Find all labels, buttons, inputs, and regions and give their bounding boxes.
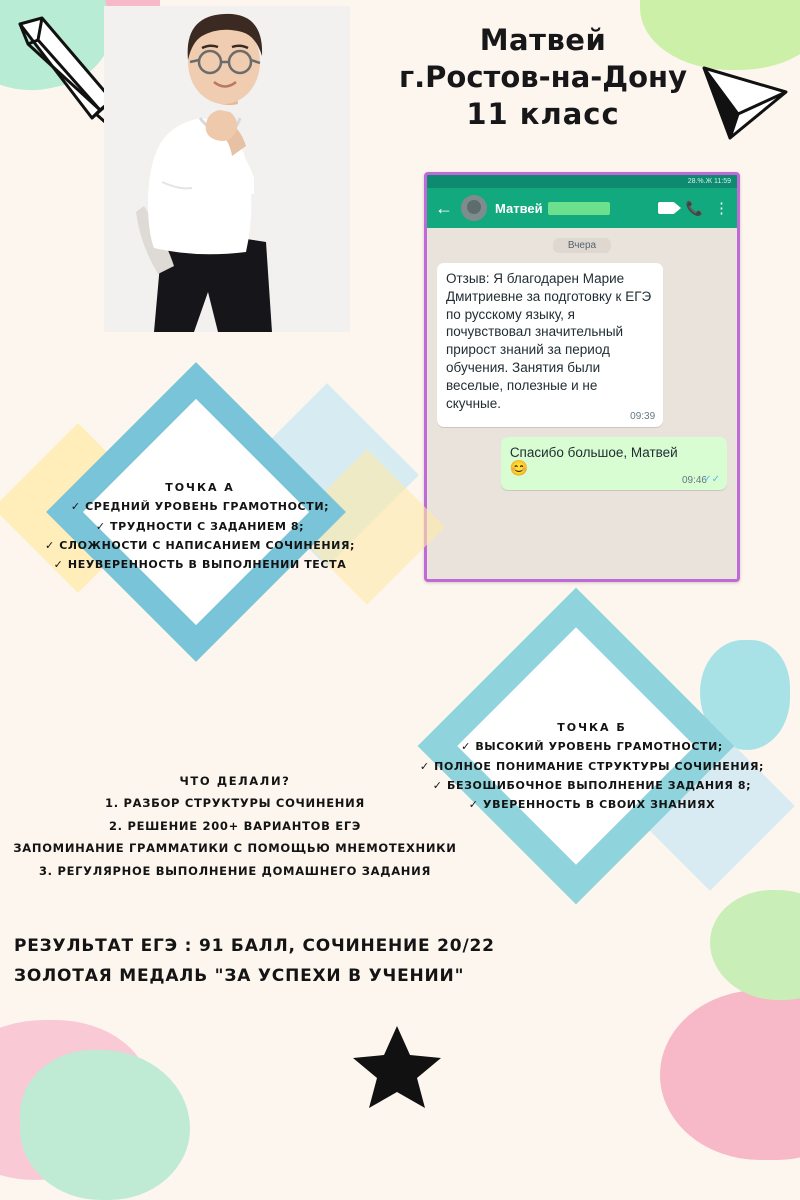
what-did-item: ЗАПОМИНАНИЕ ГРАММАТИКИ С ПОМОЩЬЮ МНЕМОТЕХНИКИ bbox=[13, 841, 457, 856]
result-line-exam: РЕЗУЛЬТАТ ЕГЭ : 91 БАЛЛ, СОЧИНЕНИЕ 20/22 bbox=[14, 936, 495, 956]
video-call-icon[interactable] bbox=[658, 202, 675, 214]
message-text: Спасибо большое, Матвей bbox=[509, 444, 678, 460]
phone-icon[interactable]: 📞 bbox=[685, 199, 703, 216]
status-right: 28.%.Ж 11:59 bbox=[687, 178, 731, 185]
what-did-item: 2. РЕШЕНИЕ 200+ ВАРИАНТОВ ЕГЭ bbox=[108, 818, 362, 833]
student-photo bbox=[104, 6, 350, 332]
whatsapp-screenshot bbox=[424, 172, 740, 582]
message-time: 09:39 bbox=[630, 411, 656, 423]
point-a-item: ✓ ТРУДНОСТИ С ЗАДАНИЕМ 8; bbox=[95, 519, 305, 533]
avatar[interactable] bbox=[461, 195, 487, 221]
more-vertical-icon[interactable]: ⋮ bbox=[714, 199, 729, 217]
point-a-title: ТОЧКА А bbox=[165, 481, 235, 494]
redaction-bar bbox=[548, 202, 610, 215]
student-name: Матвей bbox=[479, 23, 607, 57]
decor-blob-green-bottom-left bbox=[20, 1050, 190, 1200]
point-b-title: ТОЧКА Б bbox=[557, 721, 627, 734]
day-divider: Вчера bbox=[553, 238, 611, 253]
chat-contact-name[interactable] bbox=[495, 201, 610, 216]
result-block bbox=[14, 932, 534, 992]
chat-header bbox=[427, 188, 737, 228]
student-grade: 11 класс bbox=[466, 97, 620, 132]
what-did-item: 1. РАЗБОР СТРУКТУРЫ СОЧИНЕНИЯ bbox=[105, 796, 365, 811]
read-receipt-icon: ✓✓ bbox=[703, 474, 720, 486]
point-b-item: ✓ ВЫСОКИЙ УРОВЕНЬ ГРАМОТНОСТИ; bbox=[461, 740, 723, 754]
message-time: 09:46 bbox=[681, 475, 707, 487]
arrow-left-icon[interactable]: ← bbox=[435, 198, 453, 218]
paper-plane-doodle-icon bbox=[700, 62, 790, 142]
result-line-medal: ЗОЛОТАЯ МЕДАЛЬ "ЗА УСПЕХИ В УЧЕНИИ" bbox=[14, 965, 465, 986]
chat-header-actions bbox=[658, 200, 729, 217]
message-bubble-outgoing bbox=[501, 437, 727, 491]
message-text: Отзыв: Я благодарен Марие Дмитриевне за подготовку к ЕГЭ по русскому языку, я почувствовал значительный прирост знаний за период обучения. Занятия были веселые, полезные и не скучные. bbox=[446, 271, 652, 411]
point-a-item: ✓ СЛОЖНОСТИ С НАПИСАНИЕМ СОЧИНЕНИЯ; bbox=[44, 538, 356, 552]
point-a-item: ✓ НЕУВЕРЕННОСТЬ В ВЫПОЛНЕНИИ ТЕСТА bbox=[53, 558, 347, 571]
message-bubble-incoming bbox=[437, 263, 663, 427]
phone-status-bar bbox=[427, 175, 737, 188]
what-did-block bbox=[0, 770, 470, 882]
pencil-doodle-icon bbox=[8, 14, 118, 134]
chat-body bbox=[427, 228, 737, 582]
decor-blob-pink-bottom-right bbox=[660, 990, 800, 1160]
what-did-title: ЧТО ДЕЛАЛИ? bbox=[179, 774, 291, 788]
student-city: г.Ростов-на-Дону bbox=[399, 60, 687, 95]
point-b-item: ✓ БЕЗОШИБОЧНОЕ ВЫПОЛНЕНИЕ ЗАДАНИЯ 8; bbox=[432, 778, 752, 792]
smile-emoji-icon: 😊 bbox=[509, 460, 529, 478]
what-did-item: 3. РЕГУЛЯРНОЕ ВЫПОЛНЕНИЕ ДОМАШНЕГО ЗАДАНИЯ bbox=[38, 863, 432, 878]
point-b-item: ✓ ПОЛНОЕ ПОНИМАНИЕ СТРУКТУРЫ СОЧИНЕНИЯ; bbox=[419, 759, 765, 773]
point-a-item: ✓ СРЕДНИЙ УРОВЕНЬ ГРАМОТНОСТИ; bbox=[70, 500, 330, 514]
contact-name-text: Матвей bbox=[495, 200, 543, 216]
star-doodle-icon bbox=[352, 1022, 442, 1112]
point-a-block bbox=[20, 478, 380, 574]
point-b-item: ✓ УВЕРЕННОСТЬ В СВОИХ ЗНАНИЯХ bbox=[468, 798, 716, 811]
page-title bbox=[378, 22, 708, 133]
